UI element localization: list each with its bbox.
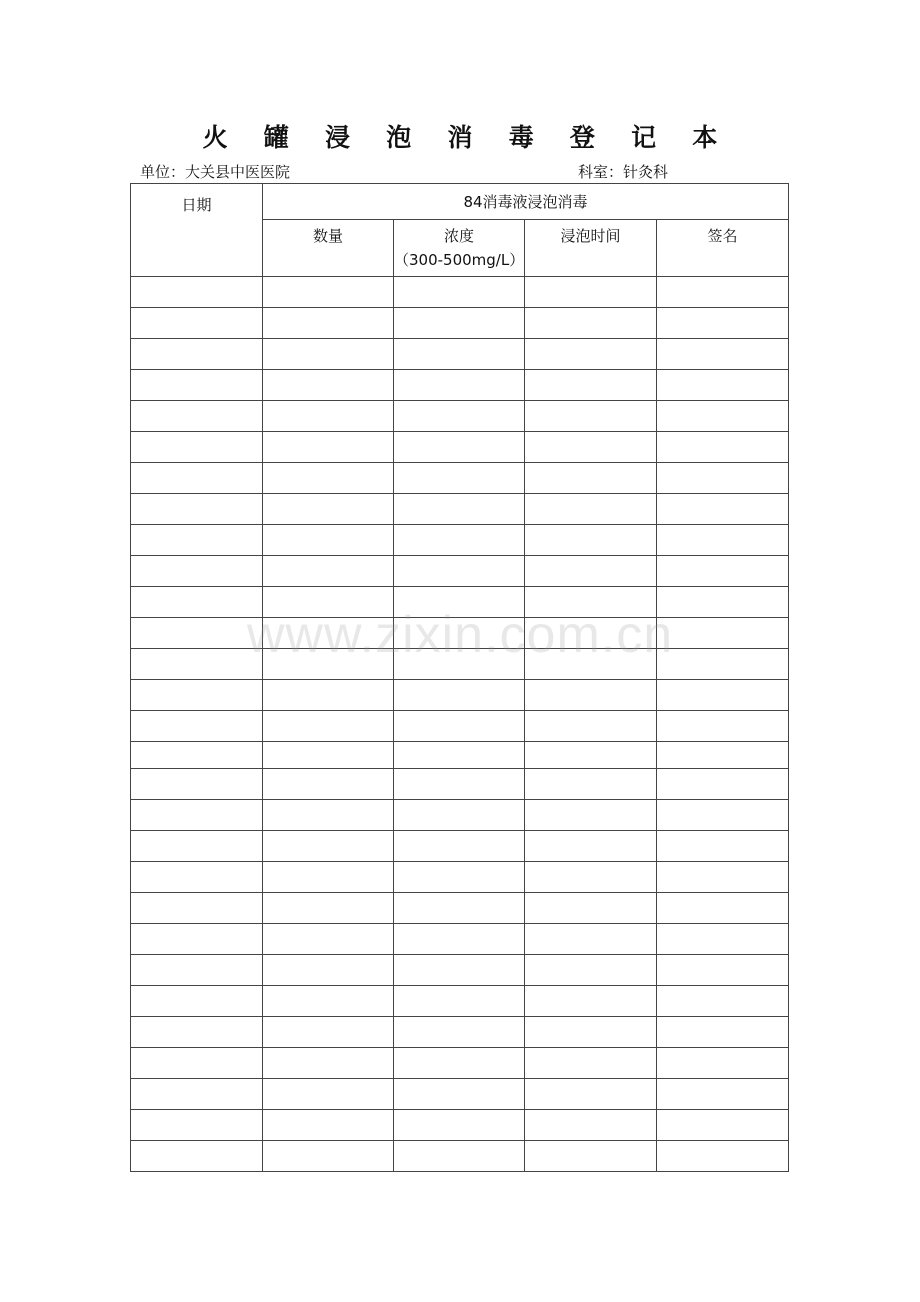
concentration-cell[interactable] [394, 1048, 525, 1079]
soak-time-cell[interactable] [525, 1048, 657, 1079]
concentration-range: （300-500mg/L） [394, 251, 525, 269]
quantity-cell[interactable] [263, 893, 394, 924]
signature-cell[interactable] [657, 494, 789, 525]
quantity-cell[interactable] [263, 1048, 394, 1079]
quantity-cell[interactable] [263, 401, 394, 432]
signature-cell[interactable] [657, 370, 789, 401]
table-row [131, 893, 789, 924]
date-cell[interactable] [131, 1110, 263, 1141]
date-cell[interactable] [131, 370, 263, 401]
concentration-cell[interactable] [394, 1017, 525, 1048]
signature-cell[interactable] [657, 862, 789, 893]
concentration-cell[interactable] [394, 986, 525, 1017]
concentration-cell[interactable] [394, 587, 525, 618]
signature-cell[interactable] [657, 769, 789, 800]
soak-time-cell[interactable] [525, 742, 657, 769]
date-cell[interactable] [131, 742, 263, 769]
table-row [131, 525, 789, 556]
soak-time-cell[interactable] [525, 1110, 657, 1141]
soak-time-cell[interactable] [525, 339, 657, 370]
table-row [131, 649, 789, 680]
soak-time-cell[interactable] [525, 769, 657, 800]
site-watermark: www.zixin.com.cn [246, 606, 674, 664]
table-row [131, 769, 789, 800]
table-row [131, 308, 789, 339]
concentration-cell[interactable] [394, 831, 525, 862]
table-row [131, 339, 789, 370]
date-cell[interactable] [131, 680, 263, 711]
concentration-cell[interactable] [394, 862, 525, 893]
signature-cell[interactable] [657, 556, 789, 587]
signature-cell[interactable] [657, 742, 789, 769]
disinfection-group-header: 84消毒液浸泡消毒 [263, 184, 789, 220]
signature-cell[interactable] [657, 308, 789, 339]
table-row [131, 370, 789, 401]
concentration-cell[interactable] [394, 339, 525, 370]
signature-cell[interactable] [657, 1141, 789, 1172]
signature-cell[interactable] [657, 800, 789, 831]
table-row [131, 1141, 789, 1172]
quantity-cell[interactable] [263, 525, 394, 556]
concentration-cell[interactable] [394, 955, 525, 986]
concentration-cell[interactable] [394, 618, 525, 649]
signature-cell[interactable] [657, 463, 789, 494]
quantity-column-header: 数量 [263, 220, 394, 277]
concentration-cell[interactable] [394, 800, 525, 831]
date-cell[interactable] [131, 1017, 263, 1048]
date-cell[interactable] [131, 769, 263, 800]
signature-cell[interactable] [657, 432, 789, 463]
quantity-cell[interactable] [263, 955, 394, 986]
date-cell[interactable] [131, 649, 263, 680]
signature-cell[interactable] [657, 525, 789, 556]
table-row [131, 463, 789, 494]
date-cell[interactable] [131, 339, 263, 370]
signature-cell[interactable] [657, 986, 789, 1017]
soak-time-cell[interactable] [525, 587, 657, 618]
soak-time-cell[interactable] [525, 1079, 657, 1110]
quantity-cell[interactable] [263, 769, 394, 800]
quantity-cell[interactable] [263, 831, 394, 862]
table-row [131, 432, 789, 463]
quantity-cell[interactable] [263, 680, 394, 711]
table-row [131, 494, 789, 525]
soak-time-cell[interactable] [525, 831, 657, 862]
quantity-cell[interactable] [263, 711, 394, 742]
soak-time-column-header: 浸泡时间 [525, 220, 657, 277]
soak-time-cell[interactable] [525, 986, 657, 1017]
date-cell[interactable] [131, 525, 263, 556]
concentration-cell[interactable] [394, 893, 525, 924]
quantity-cell[interactable] [263, 308, 394, 339]
signature-cell[interactable] [657, 924, 789, 955]
table-row [131, 955, 789, 986]
table-row [131, 618, 789, 649]
concentration-cell[interactable] [394, 308, 525, 339]
date-cell[interactable] [131, 862, 263, 893]
concentration-cell[interactable] [394, 494, 525, 525]
quantity-cell[interactable] [263, 1079, 394, 1110]
quantity-cell[interactable] [263, 494, 394, 525]
quantity-cell[interactable] [263, 800, 394, 831]
date-cell[interactable] [131, 986, 263, 1017]
date-cell[interactable] [131, 924, 263, 955]
concentration-cell[interactable] [394, 370, 525, 401]
signature-column-header: 签名 [657, 220, 789, 277]
table-row [131, 986, 789, 1017]
signature-cell[interactable] [657, 1048, 789, 1079]
soak-time-cell[interactable] [525, 711, 657, 742]
quantity-cell[interactable] [263, 862, 394, 893]
soak-time-cell[interactable] [525, 862, 657, 893]
quantity-cell[interactable] [263, 742, 394, 769]
quantity-cell[interactable] [263, 556, 394, 587]
quantity-cell[interactable] [263, 370, 394, 401]
soak-time-cell[interactable] [525, 1141, 657, 1172]
header-row [131, 184, 789, 220]
soak-time-cell[interactable] [525, 955, 657, 986]
concentration-cell[interactable] [394, 742, 525, 769]
soak-time-cell[interactable] [525, 556, 657, 587]
table-row [131, 831, 789, 862]
table-row [131, 1017, 789, 1048]
concentration-cell[interactable] [394, 711, 525, 742]
signature-cell[interactable] [657, 587, 789, 618]
concentration-cell[interactable] [394, 1110, 525, 1141]
quantity-cell[interactable] [263, 1017, 394, 1048]
concentration-cell[interactable] [394, 401, 525, 432]
signature-cell[interactable] [657, 680, 789, 711]
concentration-cell[interactable] [394, 277, 525, 308]
concentration-cell[interactable] [394, 769, 525, 800]
soak-time-cell[interactable] [525, 618, 657, 649]
signature-cell[interactable] [657, 1079, 789, 1110]
table-row [131, 556, 789, 587]
signature-cell[interactable] [657, 618, 789, 649]
date-cell[interactable] [131, 401, 263, 432]
soak-time-cell[interactable] [525, 680, 657, 711]
soak-time-cell[interactable] [525, 277, 657, 308]
soak-time-cell[interactable] [525, 924, 657, 955]
date-cell[interactable] [131, 711, 263, 742]
unit-label: 单位：大关县中医医院 [140, 163, 291, 181]
soak-time-cell[interactable] [525, 432, 657, 463]
disinfection-register-table [130, 183, 789, 1172]
date-cell[interactable] [131, 1079, 263, 1110]
table-row [131, 587, 789, 618]
quantity-cell[interactable] [263, 277, 394, 308]
date-cell[interactable] [131, 831, 263, 862]
table-row [131, 277, 789, 308]
soak-time-cell[interactable] [525, 649, 657, 680]
date-cell[interactable] [131, 893, 263, 924]
concentration-cell[interactable] [394, 649, 525, 680]
quantity-cell[interactable] [263, 924, 394, 955]
date-cell[interactable] [131, 277, 263, 308]
signature-cell[interactable] [657, 1017, 789, 1048]
signature-cell[interactable] [657, 339, 789, 370]
date-cell[interactable] [131, 800, 263, 831]
date-cell[interactable] [131, 463, 263, 494]
quantity-cell[interactable] [263, 339, 394, 370]
concentration-cell[interactable] [394, 924, 525, 955]
table-row [131, 742, 789, 769]
table-row [131, 800, 789, 831]
concentration-cell[interactable] [394, 463, 525, 494]
soak-time-cell[interactable] [525, 525, 657, 556]
department-label: 科室：针灸科 [578, 163, 669, 181]
table-row [131, 924, 789, 955]
signature-cell[interactable] [657, 711, 789, 742]
date-cell[interactable] [131, 1141, 263, 1172]
concentration-cell[interactable] [394, 432, 525, 463]
concentration-cell[interactable] [394, 525, 525, 556]
signature-cell[interactable] [657, 277, 789, 308]
soak-time-cell[interactable] [525, 463, 657, 494]
soak-time-cell[interactable] [525, 308, 657, 339]
concentration-cell[interactable] [394, 1141, 525, 1172]
soak-time-cell[interactable] [525, 800, 657, 831]
soak-time-cell[interactable] [525, 370, 657, 401]
date-cell[interactable] [131, 432, 263, 463]
soak-time-cell[interactable] [525, 893, 657, 924]
quantity-cell[interactable] [263, 986, 394, 1017]
date-cell[interactable] [131, 494, 263, 525]
table-row [131, 680, 789, 711]
table-row [131, 1079, 789, 1110]
soak-time-cell[interactable] [525, 1017, 657, 1048]
quantity-cell[interactable] [263, 1110, 394, 1141]
date-cell[interactable] [131, 955, 263, 986]
signature-cell[interactable] [657, 893, 789, 924]
quantity-cell[interactable] [263, 1141, 394, 1172]
quantity-cell[interactable] [263, 618, 394, 649]
concentration-cell[interactable] [394, 680, 525, 711]
table-row [131, 711, 789, 742]
concentration-cell[interactable] [394, 556, 525, 587]
signature-cell[interactable] [657, 1110, 789, 1141]
date-cell[interactable] [131, 556, 263, 587]
table-row [131, 862, 789, 893]
concentration-cell[interactable] [394, 1079, 525, 1110]
table-row [131, 401, 789, 432]
concentration-label: 浓度 [443, 227, 474, 245]
quantity-cell[interactable] [263, 587, 394, 618]
quantity-cell[interactable] [263, 463, 394, 494]
signature-cell[interactable] [657, 649, 789, 680]
document-title: 火 罐 浸 泡 消 毒 登 记 本 [202, 123, 732, 152]
signature-cell[interactable] [657, 831, 789, 862]
date-column-header: 日期 [131, 184, 263, 277]
date-cell[interactable] [131, 618, 263, 649]
date-cell[interactable] [131, 587, 263, 618]
date-cell[interactable] [131, 308, 263, 339]
quantity-cell[interactable] [263, 432, 394, 463]
date-cell[interactable] [131, 1048, 263, 1079]
quantity-cell[interactable] [263, 649, 394, 680]
table-row [131, 1048, 789, 1079]
signature-cell[interactable] [657, 955, 789, 986]
soak-time-cell[interactable] [525, 401, 657, 432]
soak-time-cell[interactable] [525, 494, 657, 525]
table-row [131, 1110, 789, 1141]
concentration-column-header [394, 220, 525, 277]
signature-cell[interactable] [657, 401, 789, 432]
